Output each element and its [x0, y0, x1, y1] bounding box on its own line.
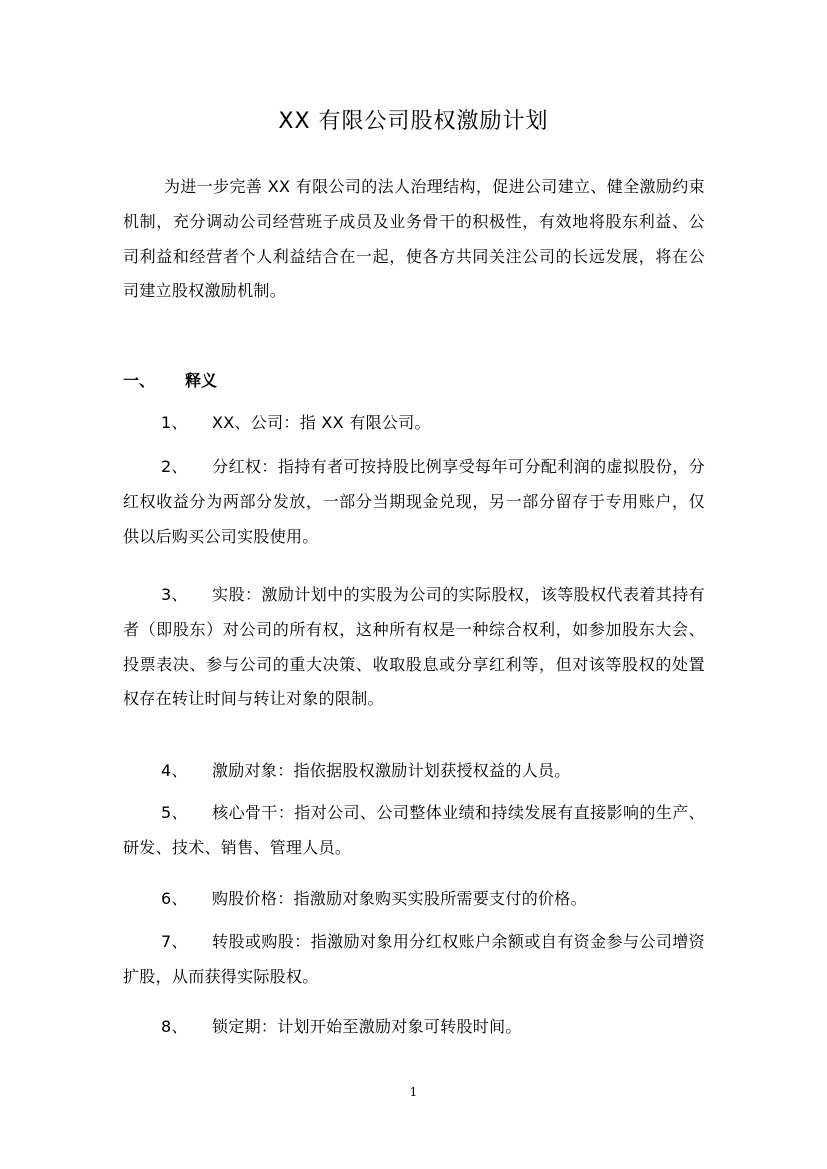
definition-text: 分红权：指持有者可按持股比例享受每年可分配利润的虚拟股份，分红权收益分为两部分发放，一部分当期现金兑现，另一部分留存于专用账户，仅供以后购买公司实股使用。 [123, 457, 705, 546]
page-number: 1 [409, 1085, 418, 1099]
definition-number: 2、 [161, 457, 188, 476]
definition-text: 核心骨干：指对公司、公司整体业绩和持续发展有直接影响的生产、研发、技术、销售、管理人员。 [123, 803, 705, 857]
definition-text: 实股：激励计划中的实股为公司的实际股权，该等股权代表着其持有者（即股东）对公司的所有权，这种所有权是一种综合权利，如参加股东大会、投票表决、参与公司的重大决策、收取股息或分享红利等，但对该等股权的处置权存在转让时间与转让对象的限制。 [123, 585, 705, 709]
definition-item-8 [123, 1010, 705, 1045]
definition-text: 锁定期：计划开始至激励对象可转股时间。 [212, 1017, 522, 1036]
definition-number: 3、 [161, 585, 188, 604]
definition-item-2 [123, 450, 705, 554]
definition-number: 7、 [161, 932, 188, 951]
definition-item-4 [123, 754, 705, 789]
section-heading [123, 366, 217, 396]
definition-item-7 [123, 925, 705, 995]
definition-text: 转股或购股：指激励对象用分红权账户余额或自有资金参与公司增资扩股，从而获得实际股权。 [123, 932, 705, 986]
definition-text: 激励对象：指依据股权激励计划获授权益的人员。 [212, 761, 571, 780]
definition-text: XX、公司：指 XX 有限公司。 [212, 413, 431, 432]
intro-paragraph: 为进一步完善 XX 有限公司的法人治理结构，促进公司建立、健全激励约束机制，充分调动公司经营班子成员及业务骨干的积极性，有效地将股东利益、公司利益和经营者个人利益结合在一起，使各方共同关注公司的长远发展，将在公司建立股权激励机制。 [123, 177, 705, 301]
definition-number: 6、 [161, 889, 188, 908]
definition-item-3 [123, 578, 705, 717]
definition-number: 8、 [161, 1017, 188, 1036]
definition-number: 5、 [161, 803, 188, 822]
definition-number: 4、 [161, 761, 188, 780]
definition-item-1 [123, 406, 705, 441]
definition-number: 1、 [161, 413, 188, 432]
definition-item-5 [123, 796, 705, 866]
section-number: 一、 [123, 371, 156, 390]
definition-item-6 [123, 882, 705, 917]
document-title: XX 有限公司股权激励计划 [278, 109, 549, 134]
section-title: 释义 [185, 371, 218, 390]
definition-text: 购股价格：指激励对象购买实股所需要支付的价格。 [212, 889, 587, 908]
